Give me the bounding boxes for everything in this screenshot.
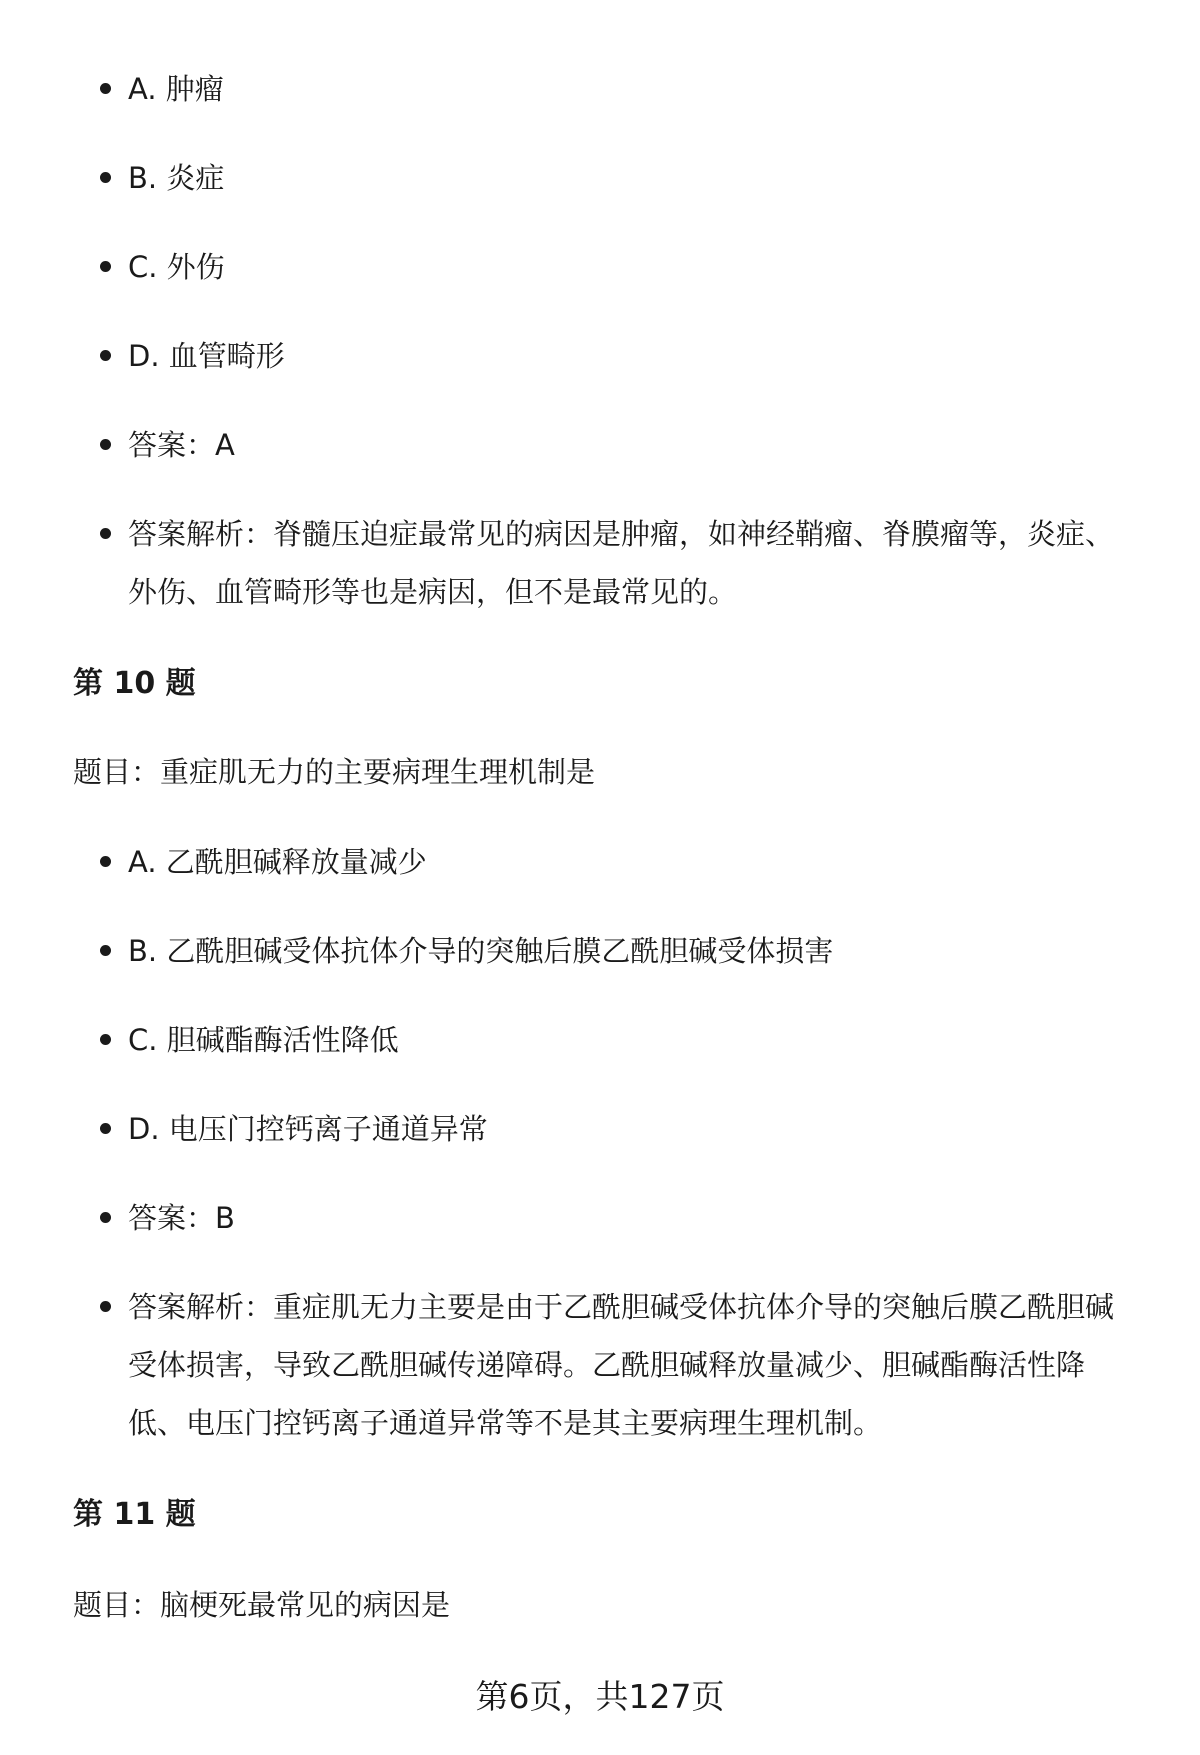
q11-question: 题目：脑梗死最常见的病因是	[73, 1588, 451, 1622]
q10-option-a: A. 乙酰胆碱释放量减少	[128, 833, 1138, 891]
q10-heading: 第 10 题	[73, 666, 196, 701]
q9-option-b: B. 炎症	[128, 149, 1138, 207]
q10-question: 题目：重症肌无力的主要病理生理机制是	[73, 755, 596, 789]
q10-answer: 答案：B	[128, 1189, 1138, 1247]
q9-answer: 答案：A	[128, 416, 1138, 474]
q9-option-a: A. 肿瘤	[128, 60, 1138, 118]
q9-explanation: 答案解析：脊髓压迫症最常见的病因是肿瘤，如神经鞘瘤、脊膜瘤等，炎症、外伤、血管畸形等也是病因，但不是最常见的。	[128, 505, 1138, 621]
q11-heading: 第 11 题	[73, 1497, 196, 1532]
q10-option-c: C. 胆碱酯酶活性降低	[128, 1011, 1138, 1069]
q10-explanation: 答案解析：重症肌无力主要是由于乙酰胆碱受体抗体介导的突触后膜乙酰胆碱受体损害，导致乙酰胆碱传递障碍。乙酰胆碱释放量减少、胆碱酯酶活性降低、电压门控钙离子通道异常等不是其主要病理生理机制。	[128, 1278, 1138, 1452]
q9-option-d: D. 血管畸形	[128, 327, 1138, 385]
q10-option-d: D. 电压门控钙离子通道异常	[128, 1100, 1138, 1158]
q10-option-b: B. 乙酰胆碱受体抗体介导的突触后膜乙酰胆碱受体损害	[128, 922, 1138, 980]
page-number: 第6页，共127页	[475, 1677, 725, 1716]
q9-option-c: C. 外伤	[128, 238, 1138, 296]
